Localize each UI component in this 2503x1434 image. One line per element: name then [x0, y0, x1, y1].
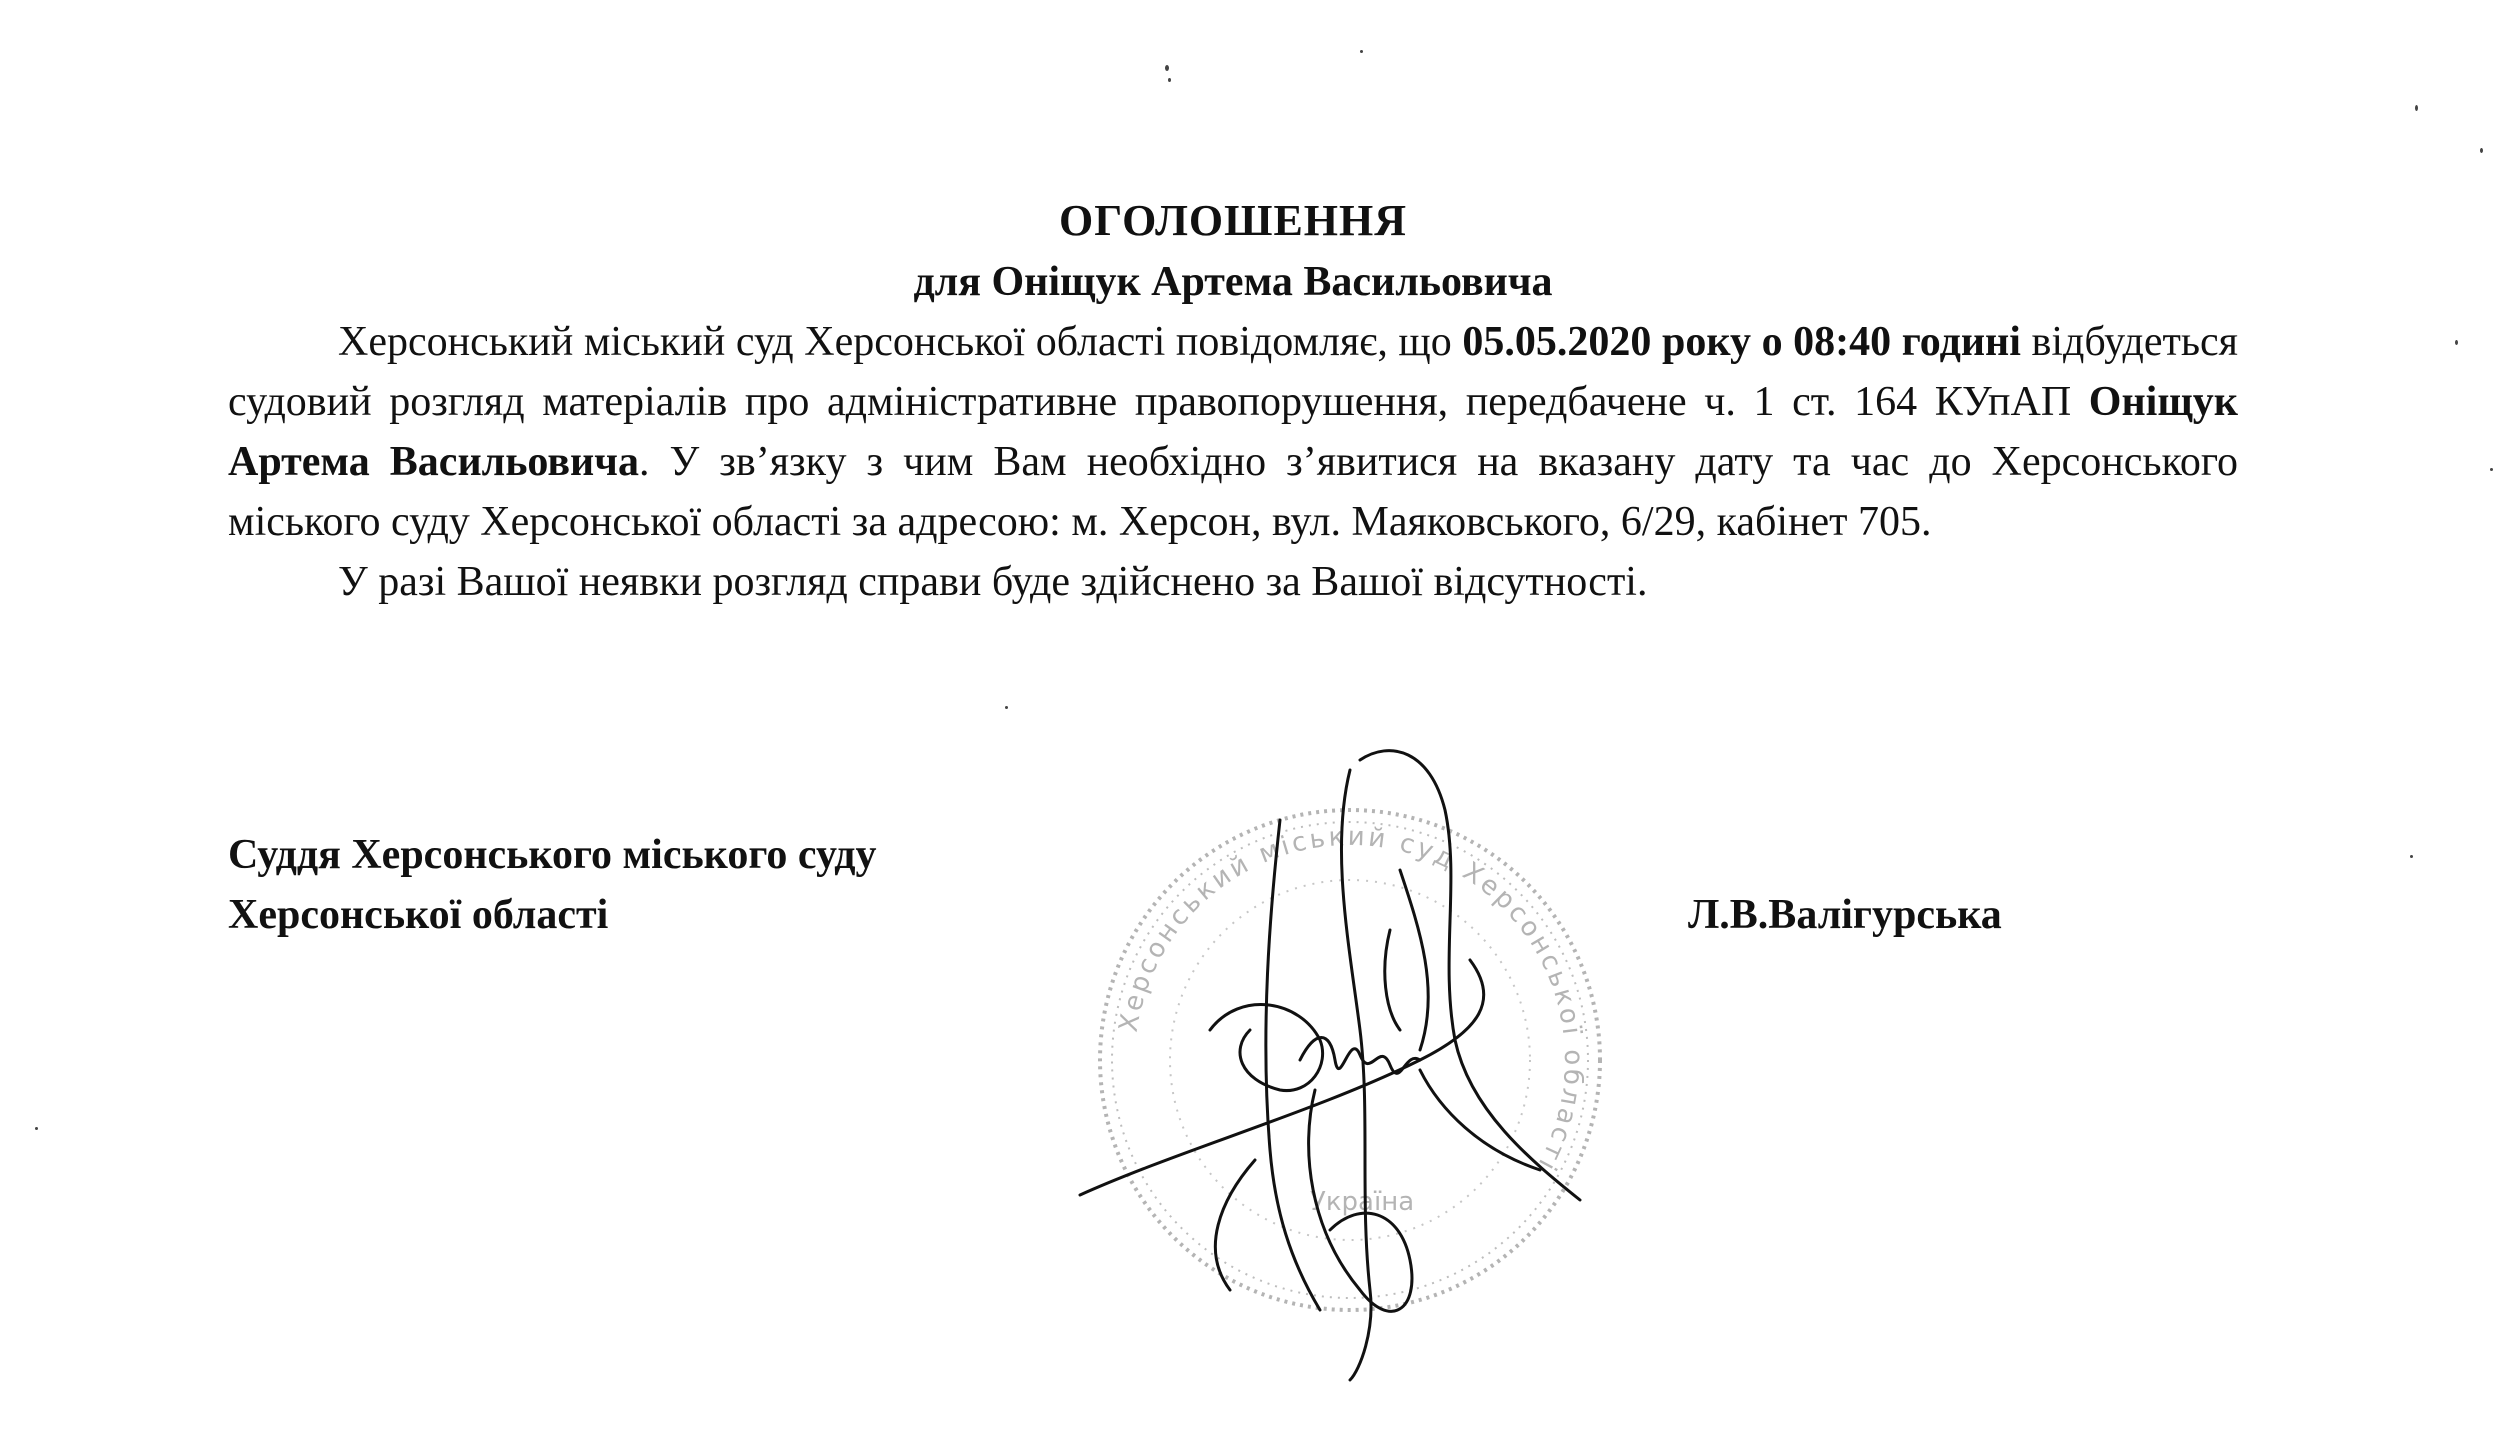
notice-text: . У зв’язку з чим Вам необхідно з’явитися на вказану дату та час до Херсонського міського суду Херсонської області за адресою: м. Херсон, вул. Маяковського, 6/29, кабінет 705. [228, 439, 2238, 545]
scan-speck [2455, 340, 2458, 345]
notice-paragraph-absence: У разі Вашої неявки розгляд справи буде здійснено за Вашої відсутності. [338, 559, 1648, 605]
judge-name: Л.В.Валігурська [1688, 892, 2002, 938]
notice-addressee: для Оніщук Артема Васильовича [913, 259, 1553, 305]
notice-body [228, 190, 2238, 612]
judge-position-line1: Суддя Херсонського міського суду [228, 832, 877, 878]
svg-text:Україна: Україна [1310, 1187, 1415, 1217]
scan-speck [2480, 148, 2483, 153]
judge-position [228, 825, 877, 945]
scan-speck [1360, 50, 1363, 53]
scan-speck [1165, 65, 1169, 71]
person-name: Оніщук Артема Васильовича [228, 379, 2238, 485]
svg-text:Херсонський міський суд Херсон: Херсонський міський суд Херсонської області [1113, 821, 1589, 1178]
stamp-seal [1100, 810, 1600, 1310]
scan-speck [2410, 855, 2413, 858]
stamp-and-signature [1060, 730, 1640, 1390]
hearing-datetime: 05.05.2020 року о 08:40 годині [1462, 319, 2021, 365]
notice-text: Херсонський міський суд Херсонської області повідомляє, що [338, 319, 1463, 365]
scan-speck [2415, 105, 2418, 111]
scan-speck [1005, 706, 1008, 709]
scan-speck [1168, 78, 1171, 82]
scan-speck [2490, 468, 2493, 471]
judge-position-line2: Херсонської області [228, 892, 609, 938]
notice-title: ОГОЛОШЕННЯ [1058, 196, 1408, 245]
notice-text: відбудеться судовий розгляд матеріалів про адміністративне правопорушення, передбачене ч. 1 ст. 164 КУпАП [228, 319, 2238, 425]
notice-paragraph-main [228, 312, 2238, 552]
scan-speck [35, 1127, 38, 1130]
